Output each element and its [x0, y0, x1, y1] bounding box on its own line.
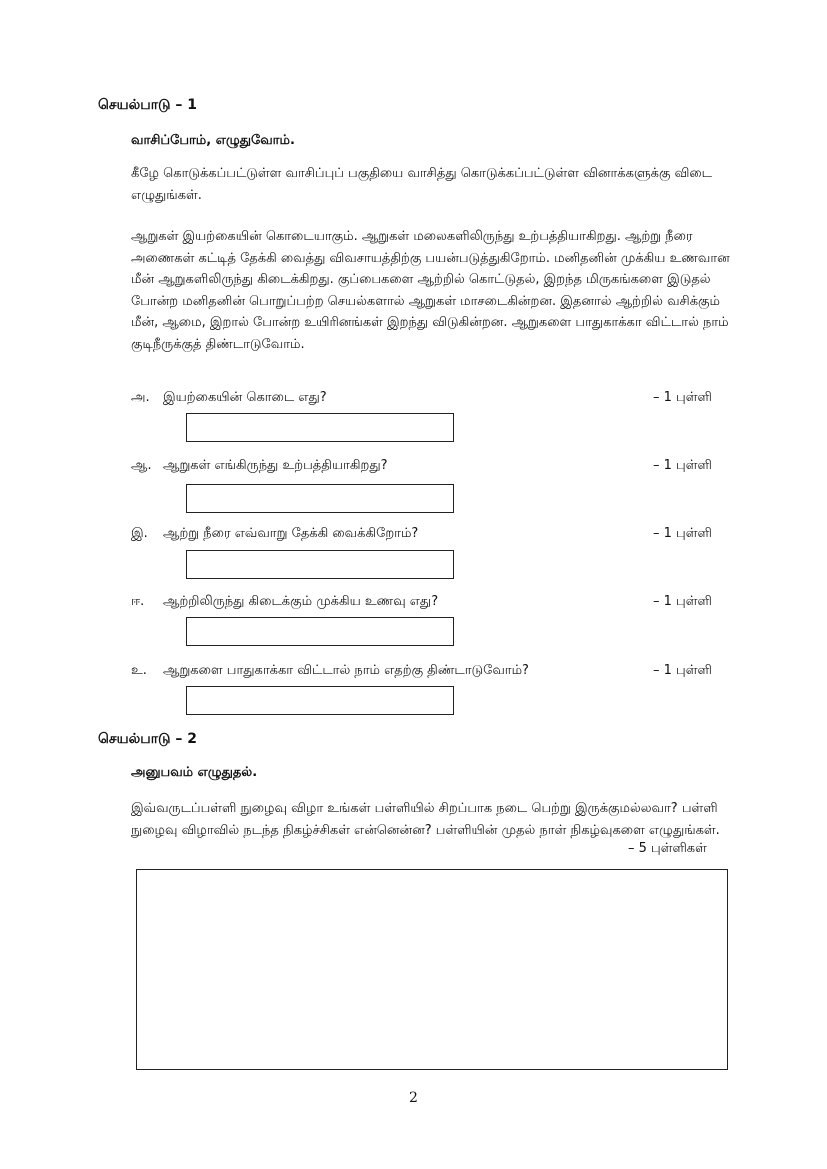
question-3-text: ஆற்று நீரை எவ்வாறு தேக்கி வைக்கிறோம்?	[163, 526, 419, 541]
question-3-marks: – 1 புள்ளி	[653, 526, 712, 541]
question-5-marks: – 1 புள்ளி	[653, 663, 712, 678]
activity-1-title: செயல்பாடு – 1	[98, 97, 197, 113]
answer-box-1[interactable]	[186, 413, 454, 442]
question-5-letter: உ.	[131, 663, 147, 678]
reading-passage	[131, 226, 731, 355]
question-1-text: இயற்கையின் கொடை எது?	[163, 390, 327, 405]
instruction-text: கீழே கொடுக்கப்பட்டுள்ள வாசிப்புப் பகுதியை வாசித்து கொடுக்கப்பட்டுள்ள வினாக்களுக்கு விடை எழுதுங்கள்.	[131, 166, 713, 203]
page-number: 2	[409, 1090, 418, 1106]
question-4-text: ஆற்றிலிருந்து கிடைக்கும் முக்கிய உணவு எது?	[163, 594, 439, 609]
activity-2-title: செயல்பாடு – 2	[98, 731, 197, 747]
question-2-marks: – 1 புள்ளி	[653, 458, 712, 473]
activity-2-subtitle: அனுபவம் எழுதுதல்.	[131, 765, 258, 780]
answer-box-3[interactable]	[186, 550, 454, 579]
question-1-marks: – 1 புள்ளி	[653, 390, 712, 405]
passage-text: ஆறுகள் இயற்கையின் கொடையாகும். ஆறுகள் மலைகளிலிருந்து உற்பத்தியாகிறது. ஆற்று நீரை அணைகள் கட்டித் தேக்கி வைத்து விவசாயத்திற்கு பயன்படுத்துகிறோம். மனிதனின் முக்கிய உணவான மீன் ஆறுகளிலிருந்து கிடைக்கிறது. குப்பைகளை ஆற்றில் கொட்டுதல், இறந்த மிருகங்களை இடுதல் போன்ற மனிதனின் பொறுப்பற்ற செயல்களால் ஆறுகள் மாசடைகின்றன. இதனால் ஆற்றில் வசிக்கும் மீன், ஆமை, இறால் போன்ற உயிரினங்கள் இறந்து விடுகின்றன. ஆறுகளை பாதுகாக்கா விட்டால் நாம் குடிநீருக்குத் திண்டாடுவோம்.	[131, 229, 730, 352]
question-1-letter: அ.	[131, 390, 150, 405]
question-2-letter: ஆ.	[131, 458, 152, 473]
question-5-text: ஆறுகளை பாதுகாக்கா விட்டால் நாம் எதற்கு திண்டாடுவோம்?	[163, 663, 529, 678]
activity-1-subtitle: வாசிப்போம், எழுதுவோம்.	[131, 133, 295, 148]
activity-2-marks: – 5 புள்ளிகள்	[622, 841, 707, 857]
answer-box-5[interactable]	[186, 686, 454, 715]
activity-1-instruction	[131, 163, 731, 206]
answer-box-4[interactable]	[186, 617, 454, 646]
question-4-letter: ஈ.	[131, 594, 145, 609]
answer-box-2[interactable]	[186, 484, 454, 513]
question-4-marks: – 1 புள்ளி	[653, 594, 712, 609]
question-3-letter: இ.	[131, 526, 148, 541]
question-2-text: ஆறுகள் எங்கிருந்து உற்பத்தியாகிறது?	[163, 458, 388, 473]
activity-2-instruction-text: இவ்வருடப்பள்ளி நுழைவு விழா உங்கள் பள்ளியில் சிறப்பாக நடை பெற்று இருக்குமல்லவா? பள்ளி நுழைவு விழாவில் நடந்த நிகழ்ச்சிகள் என்னென்ன? பள்ளியின் முதல் நாள் நிகழ்வுகளை எழுதுங்கள்.	[131, 801, 720, 838]
experience-writing-box[interactable]	[136, 869, 728, 1070]
activity-2-instruction	[131, 798, 741, 841]
